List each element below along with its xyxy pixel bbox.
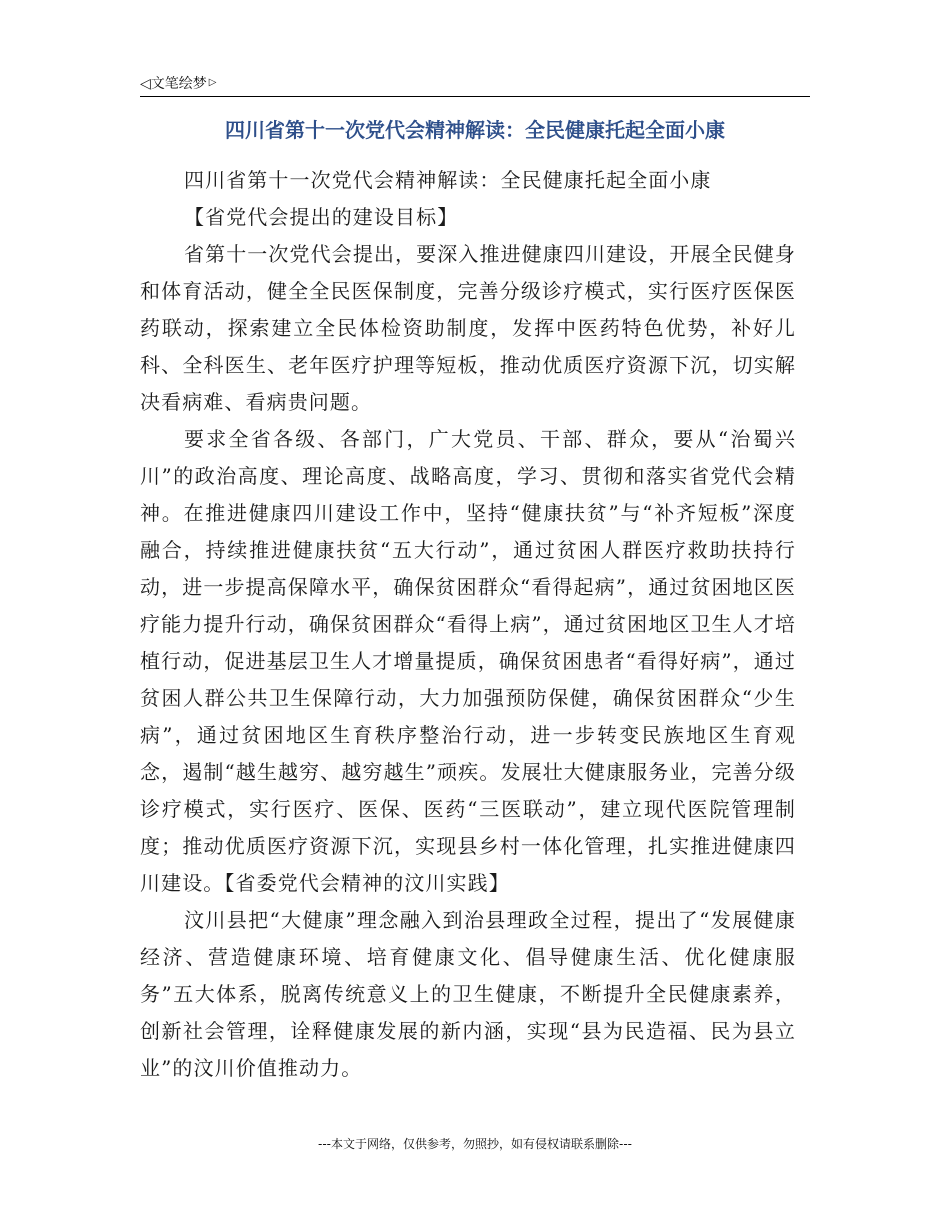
document-title: 四川省第十一次党代会精神解读：全民健康托起全面小康	[225, 118, 725, 142]
section-heading-goals: 【省党代会提出的建设目标】	[184, 205, 459, 229]
page-footer-notice: ---本文于网络，仅供参考，勿照抄，如有侵权请联系删除---	[318, 1137, 632, 1151]
paragraph-subtitle: 四川省第十一次党代会精神解读：全民健康托起全面小康	[184, 168, 712, 192]
right-triangle-icon: ▷	[208, 77, 217, 88]
paragraph: 汶川县把“大健康”理念融入到治县理政全过程，提出了“发展健康经济、营造健康环境、培育健康文化、倡导健康生活、优化健康服务”五大体系，脱离传统意义上的卫生健康，不断提升全民健康素养，创新社会管理，诠释健康发展的新内涵，实现“县为民造福、民为县立业”的汶川价值推动力。	[140, 908, 796, 1080]
left-triangle-icon: ◁	[140, 76, 151, 92]
paragraph: 要求全省各级、各部门，广大党员、干部、群众，要从“治蜀兴川”的政治高度、理论高度、战略高度，学习、贯彻和落实省党代会精神。在推进健康四川建设工作中，坚持“健康扶贫”与“补齐短板”深度融合，持续推进健康扶贫“五大行动”，通过贫困人群医疗救助扶持行动，进一步提高保障水平，确保贫困群众“看得起病”，通过贫困地区医疗能力提升行动，确保贫困群众“看得上病”，通过贫困地区卫生人才培植行动，促进基层卫生人才增量提质，确保贫困患者“看得好病”，通过贫困人群公共卫生保障行动，大力加强预防保健，确保贫困群众“少生病”，通过贫困地区生育秩序整治行动，进一步转变民族地区生育观念，遏制“越生越穷、越穷越生”顽疾。发展壮大健康服务业，完善分级诊疗模式，实行医疗、医保、医药“三医联动”，建立现代医院管理制度；推动优质医疗资源下沉，实现县乡村一体化管理，扎实推进健康四川建设。【省委党代会精神的汶川实践】	[140, 427, 796, 895]
header-label	[140, 74, 216, 93]
document-body	[140, 162, 796, 1087]
page-header	[140, 74, 810, 97]
paragraph: 省第十一次党代会提出，要深入推进健康四川建设，开展全民健身和体育活动，健全全民医保制度，完善分级诊疗模式，实行医疗医保医药联动，探索建立全民体检资助制度，发挥中医药特色优势，补好儿科、全科医生、老年医疗护理等短板，推动优质医疗资源下沉，切实解决看病难、看病贵问题。	[140, 242, 796, 414]
header-text: 文笔绘梦	[150, 76, 207, 92]
